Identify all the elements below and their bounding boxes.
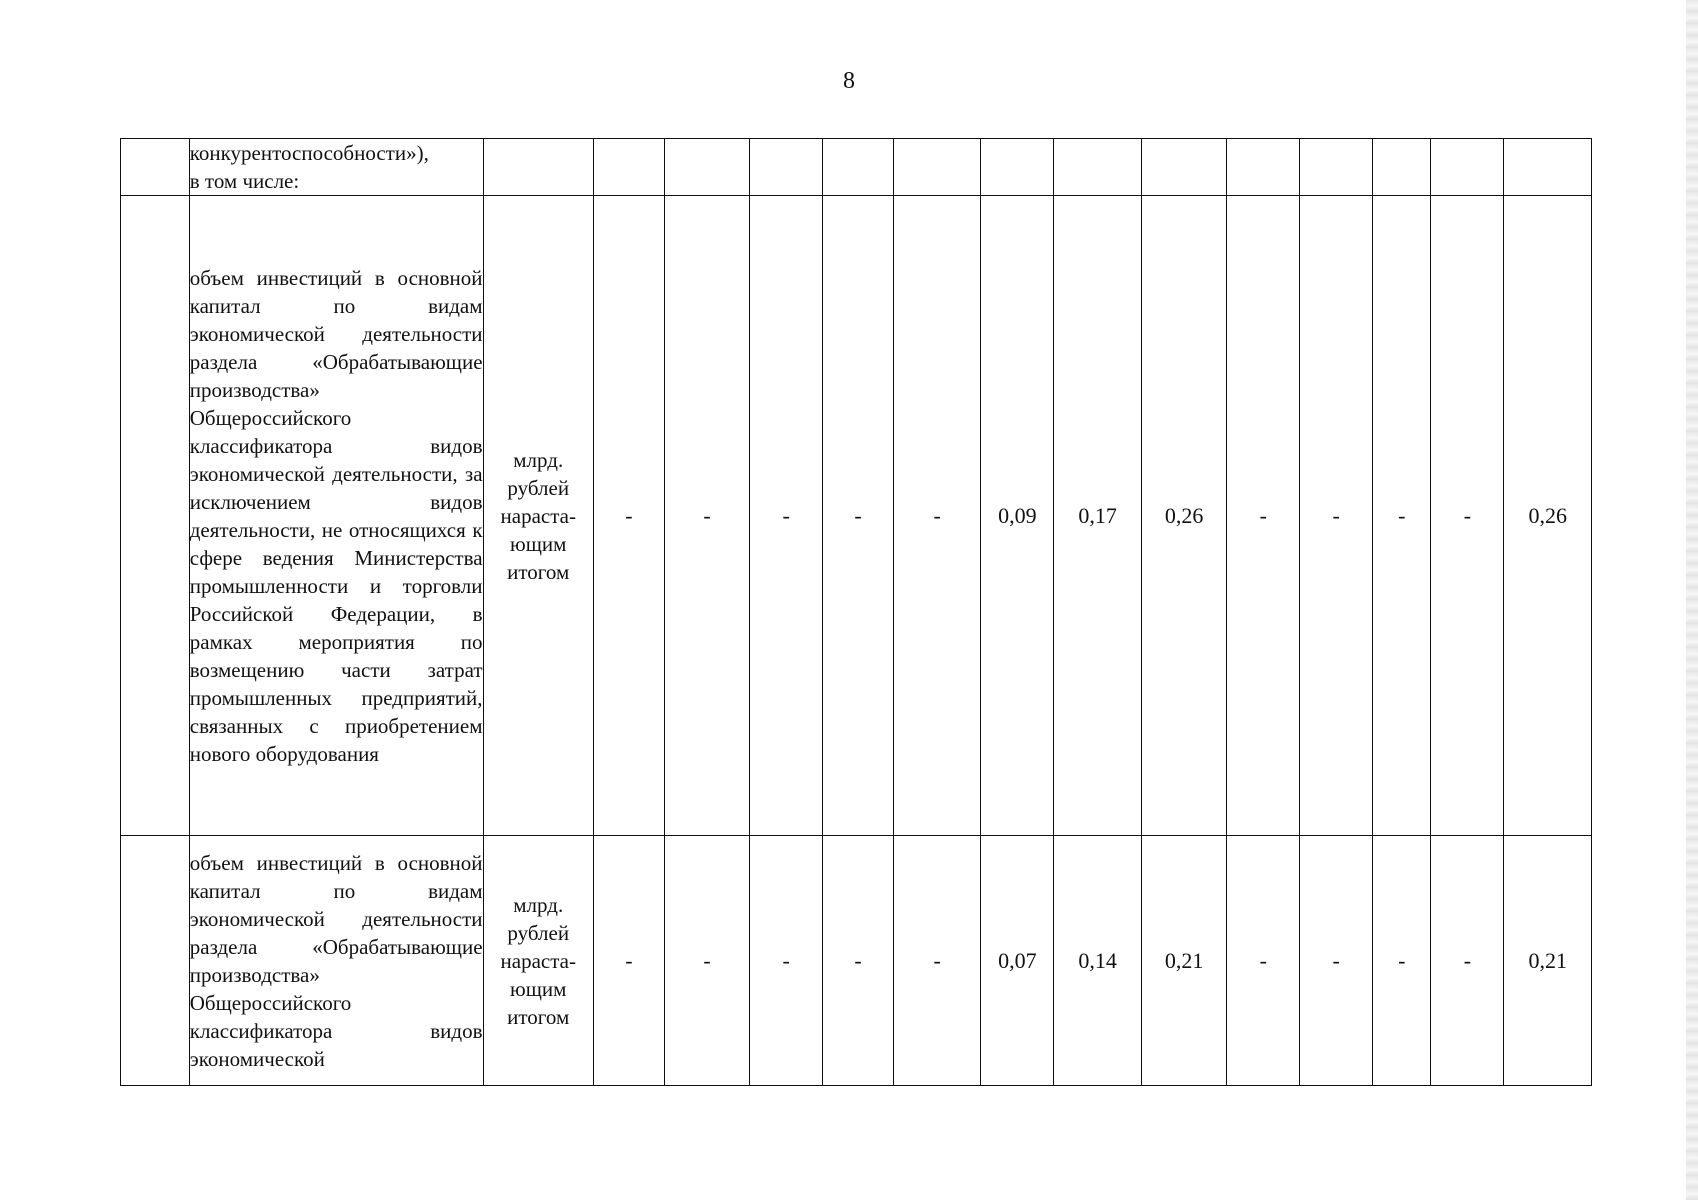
value-cell — [823, 139, 894, 196]
value-cell: 0,07 — [981, 836, 1054, 1086]
table-row — [121, 196, 1592, 836]
unit-cell: млрд. рублей нараста- ющим итогом — [483, 836, 593, 1086]
value-cell: 0,21 — [1141, 836, 1226, 1086]
value-cell: - — [1227, 196, 1300, 836]
value-cell — [981, 139, 1054, 196]
unit-cell: млрд. рублей нараста- ющим итогом — [483, 196, 593, 836]
value-cell: - — [823, 836, 894, 1086]
row-number-cell — [121, 196, 190, 836]
value-cell — [1054, 139, 1142, 196]
value-cell: - — [1373, 196, 1431, 836]
indicators-table — [120, 138, 1592, 1086]
value-cell — [750, 139, 823, 196]
indicator-cell: объем инвестиций в основной капитал по видам экономической деятельности раздела «Обрабатывающие производства» Общероссийского классификатора видов экономической — [189, 836, 483, 1086]
value-cell — [1300, 139, 1373, 196]
value-cell: - — [750, 196, 823, 836]
value-cell — [1431, 139, 1504, 196]
value-cell: - — [593, 836, 664, 1086]
value-cell: - — [1300, 196, 1373, 836]
value-cell: 0,26 — [1504, 196, 1592, 836]
indicator-cell: конкурентоспособности»), в том числе: — [189, 139, 483, 196]
unit-cell — [483, 139, 593, 196]
value-cell: - — [664, 836, 749, 1086]
value-cell — [1227, 139, 1300, 196]
value-cell: 0,21 — [1504, 836, 1592, 1086]
value-cell: - — [893, 196, 981, 836]
value-cell: - — [664, 196, 749, 836]
row-number-cell — [121, 139, 190, 196]
value-cell: 0,09 — [981, 196, 1054, 836]
value-cell: - — [1300, 836, 1373, 1086]
value-cell: - — [1431, 196, 1504, 836]
value-cell — [664, 139, 749, 196]
value-cell — [593, 139, 664, 196]
value-cell: - — [1373, 836, 1431, 1086]
value-cell: - — [1431, 836, 1504, 1086]
value-cell — [1141, 139, 1226, 196]
value-cell: - — [893, 836, 981, 1086]
scan-edge-strip — [1686, 0, 1698, 1200]
value-cell: - — [750, 836, 823, 1086]
page-number: 8 — [843, 68, 855, 94]
value-cell: - — [823, 196, 894, 836]
value-cell — [1504, 139, 1592, 196]
value-cell: 0,14 — [1054, 836, 1142, 1086]
indicator-cell: объем инвестиций в основной капитал по видам экономической деятельности раздела «Обрабатывающие производства» Общероссийского классификатора видов экономической деятельности, за исключением видов деятельности, не относящихся к сфере ведения Министерства промышленности и торговли Российской Федерации, в рамках мероприятия по возмещению части затрат промышленных предприятий, связанных с приобретением нового оборудования — [189, 196, 483, 836]
value-cell: 0,26 — [1141, 196, 1226, 836]
value-cell: - — [1227, 836, 1300, 1086]
row-number-cell — [121, 836, 190, 1086]
value-cell — [1373, 139, 1431, 196]
value-cell: - — [593, 196, 664, 836]
table-row — [121, 836, 1592, 1086]
value-cell: 0,17 — [1054, 196, 1142, 836]
table-row — [121, 139, 1592, 196]
value-cell — [893, 139, 981, 196]
